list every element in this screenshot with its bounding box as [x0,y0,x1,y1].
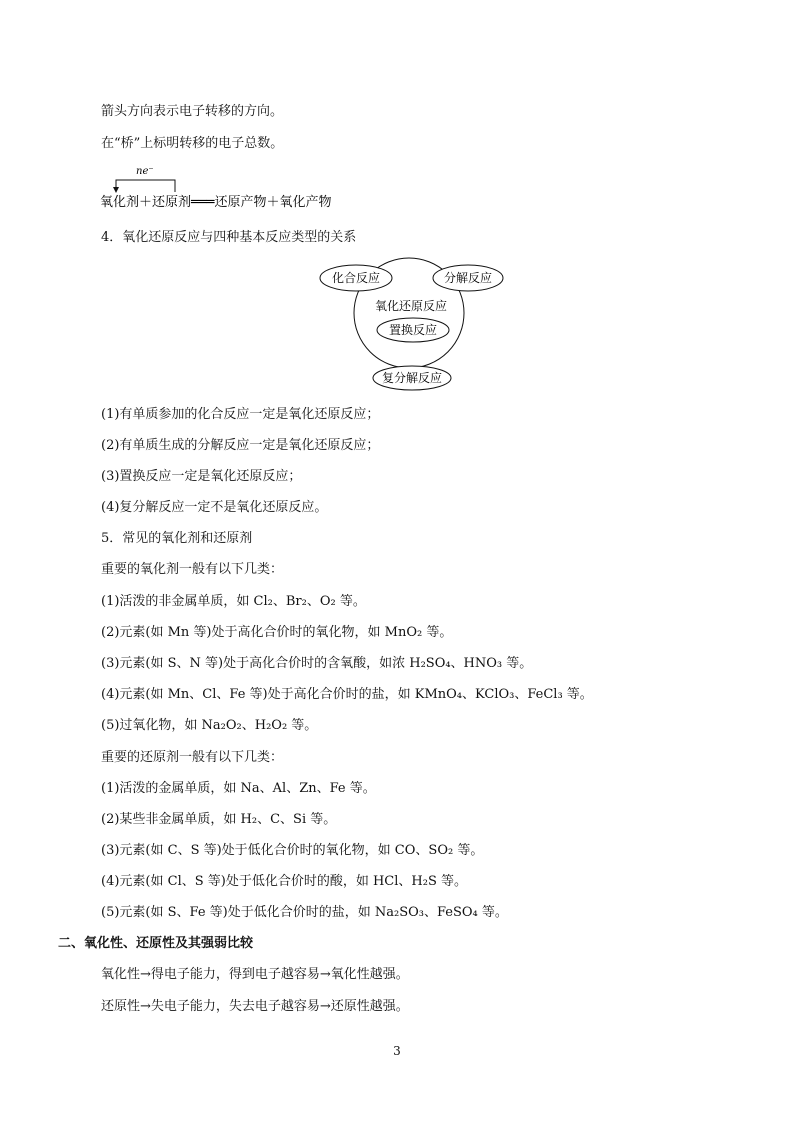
section4-item: (2)有单质生成的分解反应一定是氧化还原反应； [101,438,380,453]
equation-text: 氧化剂＋还原剂═══还原产物＋氧化产物 [100,195,332,210]
intro-line-2: 在“桥”上标明转移的电子总数。 [101,136,284,151]
oxidizer-item: (5)过氧化物，如 Na₂O₂、H₂O₂ 等。 [101,718,318,733]
reducer-item: (2)某些非金属单质，如 H₂、C、Si 等。 [101,812,337,827]
redox-label: 氧化还原反应 [374,299,448,313]
intro-line-1: 箭头方向表示电子转移的方向。 [101,104,284,119]
electron-arrow-head [113,187,119,193]
oxidizer-intro: 重要的氧化剂一般有以下几类： [101,562,284,577]
page-number: 3 [393,1044,401,1058]
oxidizer-item: (1)活泼的非金属单质，如 Cl₂、Br₂、O₂ 等。 [101,594,366,609]
reaction-type-diagram [300,256,520,392]
electron-count-label: ne⁻ [136,166,154,177]
oxidizer-item: (2)元素(如 Mn 等)处于高化合价时的氧化物，如 MnO₂ 等。 [101,625,453,640]
oxidizer-item: (4)元素(如 Mn、Cl、Fe 等)处于高化合价时的盐，如 KMnO₄、KClO₃、FeCl₃ 等。 [101,687,593,702]
section2-heading: 二、氧化性、还原性及其强弱比较 [58,936,254,951]
fenjie-label: 分解反应 [443,271,493,285]
reducer-item: (3)元素(如 C、S 等)处于低化合价时的氧化物，如 CO、SO₂ 等。 [101,843,484,858]
fufenjie-label: 复分解反应 [381,371,443,385]
huahe-label: 化合反应 [331,271,381,285]
reducer-item: (4)元素(如 Cl、S 等)处于低化合价时的酸，如 HCl、H₂S 等。 [101,874,467,889]
section4-item: (4)复分解反应一定不是氧化还原反应。 [101,500,328,515]
section2-line-2: 还原性→失电子能力，失去电子越容易→还原性越强。 [101,999,409,1014]
section5-heading: 5．常见的氧化剂和还原剂 [101,531,253,546]
section4-item: (1)有单质参加的化合反应一定是氧化还原反应； [101,407,380,422]
section2-line-1: 氧化性→得电子能力，得到电子越容易→氧化性越强。 [101,967,409,982]
electron-bridge-line [116,180,175,192]
section4-heading: 4．氧化还原反应与四种基本反应类型的关系 [101,230,357,245]
reducer-item: (1)活泼的金属单质，如 Na、Al、Zn、Fe 等。 [101,781,376,796]
zhihuan-label: 置换反应 [388,323,438,337]
oxidizer-item: (3)元素(如 S、N 等)处于高化合价时的含氧酸，如浓 H₂SO₄、HNO₃ 等。 [101,656,533,671]
section4-item: (3)置换反应一定是氧化还原反应； [101,469,302,484]
electron-transfer-equation [98,160,398,212]
reducer-item: (5)元素(如 S、Fe 等)处于低化合价时的盐，如 Na₂SO₃、FeSO₄ 等。 [101,905,508,920]
reducer-intro: 重要的还原剂一般有以下几类： [101,750,284,765]
